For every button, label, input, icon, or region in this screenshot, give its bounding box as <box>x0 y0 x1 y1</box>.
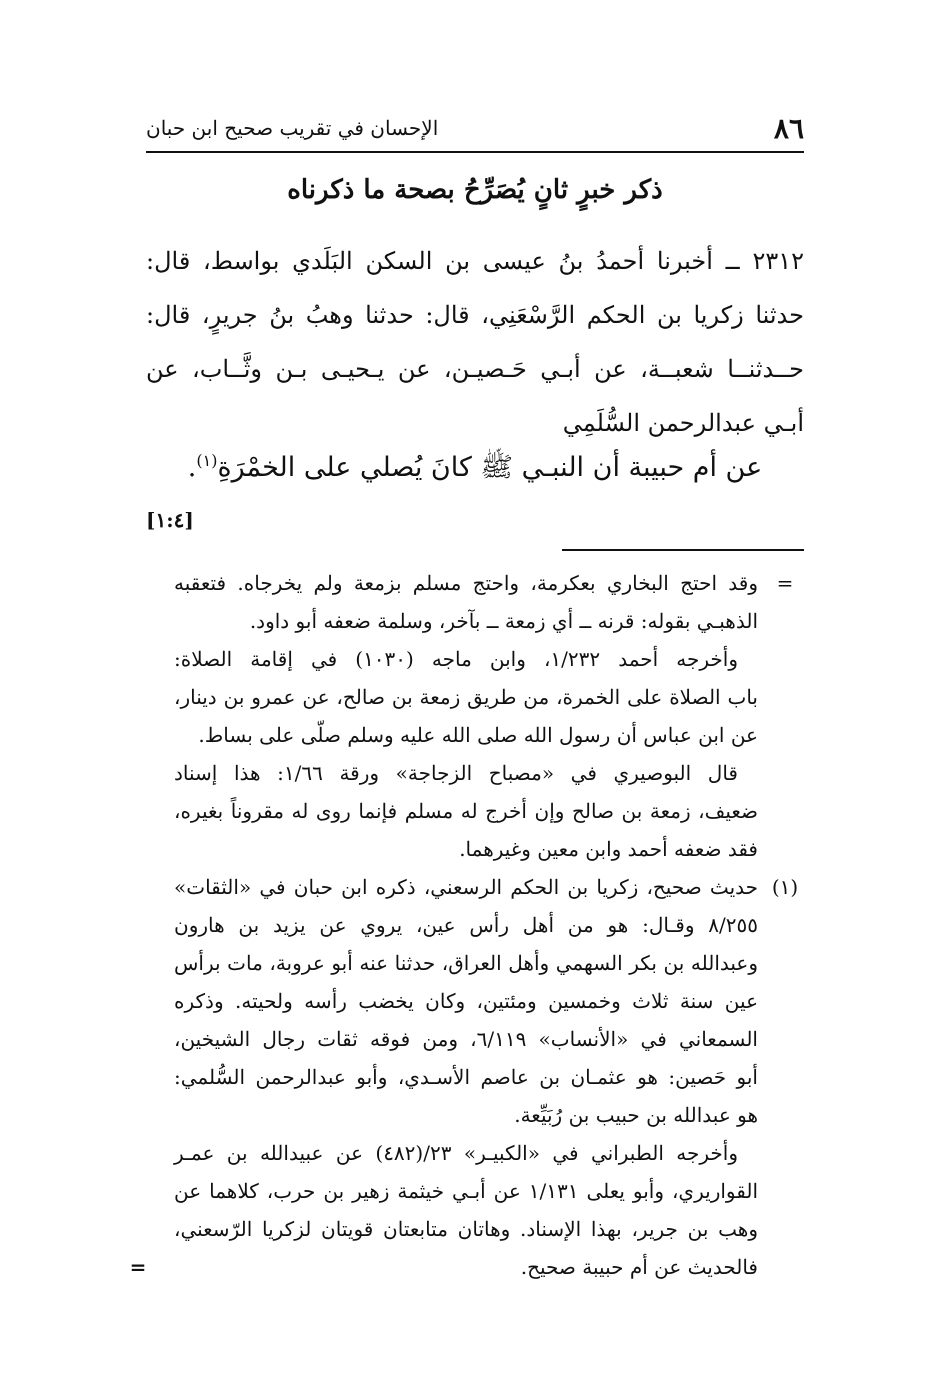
page-number: ٨٦ <box>773 112 804 145</box>
footnote-text: فالحديث عن أم حبيبة صحيح. <box>520 1255 758 1279</box>
footnote-marker: (١) <box>771 875 799 899</box>
footnote-line <box>126 1210 806 1248</box>
isnad-line: حدثنا زكريا بن الحكم الرَّسْعَنِي، قال: حدثنا وهبُ بنُ جريرٍ، قال: <box>146 301 804 329</box>
isnad-line: حــدثنــا شعبــة، عن أبـي حَـصيـن، عن يـحيـى بـن وثَّــاب، عن <box>146 355 804 383</box>
footnote-reference: (١) <box>196 451 218 470</box>
isnad-line: ٢٣١٢ ــ أخبرنا أحمدُ بنُ عيسى بن السكن البَلَدي بواسط، قال: <box>146 247 804 275</box>
footnote-line <box>126 1248 806 1286</box>
footnote-text: هو عبدالله بن حبيب بن رُبَيِّعة. <box>514 1103 758 1127</box>
footnote-text: السمعاني في «الأنساب» ٦/١١٩، ومن فوقه ثقات رجال الشيخين، <box>174 1027 758 1051</box>
footnotes <box>126 564 806 1286</box>
isnad-text <box>146 234 804 450</box>
footnote-text: وأخرجه أحمد ١/٢٣٢، وابن ماجه (١٠٣٠) في إقامة الصلاة: <box>174 647 738 671</box>
footnote-line <box>126 1096 806 1134</box>
footnote-line <box>126 868 806 906</box>
footnote-text: عين سنة ثلاث وخمسين ومئتين، وكان يخضب رأسه ولحيته. وذكره <box>174 989 758 1013</box>
footnote-text: ٨/٢٥٥ وقـال: هو من أهل رأس عين، يروي عن يزيد بن هارون <box>174 913 758 937</box>
footnote-text: ضعيف، زمعة بن صالح وإن أخرج له مسلم فإنما روى له مقروناً بغيره، <box>174 799 758 823</box>
footnote-line <box>126 944 806 982</box>
footnote-marker: = <box>776 571 794 595</box>
chapter-title: ذكر خبرٍ ثانٍ يُصَرِّحُ بصحة ما ذكرناه <box>287 175 663 205</box>
footnote-text: الذهبـي بقوله: قرنه ــ أي زمعة ــ بآخر، وسلمة ضعفه أبو داود. <box>249 609 758 633</box>
hadith-end: . <box>187 452 197 483</box>
footnote-line <box>126 1058 806 1096</box>
hadith-matn <box>146 436 804 493</box>
footnote-text: فقد ضعفه أحمد وابن معين وغيرهما. <box>459 837 758 861</box>
footnote-text: أبو حَصين: هو عثمـان بن عاصم الأسـدي، وأبو عبدالرحمن السُّلمي: <box>174 1065 758 1089</box>
footnote-line <box>126 906 806 944</box>
page-header <box>146 108 804 148</box>
footnote-text: وهب بن جرير، بهذا الإسناد. وهاتان متابعتان قويتان لزكريا الرّسعني، <box>174 1217 758 1241</box>
footnote-line <box>126 792 806 830</box>
classification-reference: [١:٤] <box>146 508 194 532</box>
running-title: الإحسان في تقريب صحيح ابن حبان <box>146 116 439 140</box>
footnote-text: وأخرجه الطبراني في «الكبيـر» ٢٣/(٤٨٢) عن عبيدالله بن عمـر <box>174 1141 738 1165</box>
footnote-text: حديث صحيح، زكريا بن الحكم الرسعني، ذكره ابن حبان في «الثقات» <box>174 875 758 899</box>
isnad-line: أبـي عبدالرحمن السُّلَمِي <box>562 409 804 437</box>
footnote-text: قال البوصيري في «مصباح الزجاجة» ورقة ١/٦٦: هذا إسناد <box>174 761 738 785</box>
header-rule <box>146 151 804 153</box>
footnote-text: القواريري، وأبو يعلى ١/١٣١ عن أبـي خيثمة زهير بن حرب، كلاهما عن <box>174 1179 759 1203</box>
footnote-text: باب الصلاة على الخمرة، من طريق زمعة بن صالح، عن عمرو بن دينار، <box>174 685 758 709</box>
footnote-line <box>126 982 806 1020</box>
footnote-text: وقد احتج البخاري بعكرمة، واحتج مسلم بزمعة ولم يخرجاه. فتعقبه <box>174 571 758 595</box>
footnote-line <box>126 602 806 640</box>
footnote-text: وعبدالله بن بكر السهمي وأهل العراق، حدثنا عنه أبو عروبة، مات برأس <box>174 951 759 975</box>
footnote-line <box>126 716 806 754</box>
footnote-line <box>126 640 806 678</box>
footnote-line <box>126 564 806 602</box>
footnote-line <box>126 754 806 792</box>
continuation-marker: = <box>129 1255 147 1279</box>
footnote-separator <box>562 549 804 551</box>
footnote-line <box>126 678 806 716</box>
footnote-line <box>126 1172 806 1210</box>
footnote-line <box>126 1020 806 1058</box>
footnote-text: عن ابن عباس أن رسول الله صلى الله عليه وسلم صلّى على بساط. <box>198 723 758 747</box>
footnote-line <box>126 1134 806 1172</box>
hadith-text: عن أم حبيبة أن النبـي ﷺ كانَ يُصلي على الخمْرَةِ <box>217 452 763 483</box>
footnote-line <box>126 830 806 868</box>
